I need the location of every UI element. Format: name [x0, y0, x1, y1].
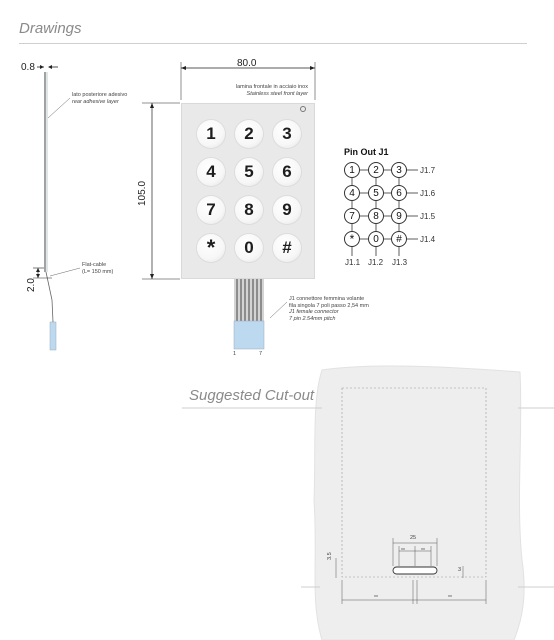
section-title-drawings: Drawings: [19, 20, 82, 37]
pin-key-2: 2: [368, 162, 384, 178]
pin-key-1: 1: [344, 162, 360, 178]
thickness-dim: 0.8: [21, 62, 35, 73]
row-label-j1-6: J1.6: [420, 189, 436, 198]
pin-key-hash: #: [391, 231, 407, 247]
slot-width-dim: 25: [410, 535, 417, 541]
connector-pin-last: 7: [259, 351, 263, 357]
height-dim-label: 105.0: [137, 180, 148, 206]
col-label-j1-1: J1.1: [345, 258, 361, 267]
row-label-j1-5: J1.5: [420, 212, 436, 221]
key-6[interactable]: 6: [273, 158, 301, 186]
connector-pin-first: 1: [233, 351, 237, 357]
pin-key-3: 3: [391, 162, 407, 178]
key-star[interactable]: *: [197, 234, 225, 262]
tail-dim-label: 2.0: [26, 278, 37, 292]
slot-height-dim: 3: [458, 567, 462, 573]
col-label-j1-2: J1.2: [368, 258, 384, 267]
edge-offset-dim: 3.5: [327, 552, 333, 560]
small-dim-4: xx: [448, 593, 452, 598]
key-hash[interactable]: #: [273, 234, 301, 262]
key-3[interactable]: 3: [273, 120, 301, 148]
row-label-j1-4: J1.4: [420, 235, 436, 244]
pin-key-0: 0: [368, 231, 384, 247]
pin-key-8: 8: [368, 208, 384, 224]
key-0[interactable]: 0: [235, 234, 263, 262]
pin-key-5: 5: [368, 185, 384, 201]
key-8[interactable]: 8: [235, 196, 263, 224]
key-4[interactable]: 4: [197, 158, 225, 186]
pin-key-4: 4: [344, 185, 360, 201]
key-2[interactable]: 2: [235, 120, 263, 148]
rear-layer-label: lato posteriore adesivo rear adhesive layer: [72, 92, 128, 105]
pin-key-7: 7: [344, 208, 360, 224]
small-dim-1: xx: [401, 546, 405, 551]
connector-label: J1 connettore femmina volante fila singola 7 poli passo 2,54 mm J1 female connector 7 pin 2.54mm pitch: [289, 296, 369, 322]
col-label-j1-3: J1.3: [392, 258, 408, 267]
key-1[interactable]: 1: [197, 120, 225, 148]
pinout-title: Pin Out J1: [344, 147, 389, 157]
key-5[interactable]: 5: [235, 158, 263, 186]
front-layer-label: lamina frontale in acciaio inox Stainless steel front layer: [235, 84, 308, 97]
flat-cable-label: Flat-cable (L= 150 mm): [82, 262, 114, 275]
small-dim-2: xx: [421, 546, 425, 551]
pin-key-6: 6: [391, 185, 407, 201]
width-dim-label: 80.0: [237, 58, 257, 69]
pin-key-9: 9: [391, 208, 407, 224]
row-label-j1-7: J1.7: [420, 166, 436, 175]
small-dim-3: xx: [374, 593, 378, 598]
pin-key-star: *: [344, 231, 360, 247]
cutout-title: Suggested Cut-out: [189, 387, 315, 404]
key-7[interactable]: 7: [197, 196, 225, 224]
key-9[interactable]: 9: [273, 196, 301, 224]
